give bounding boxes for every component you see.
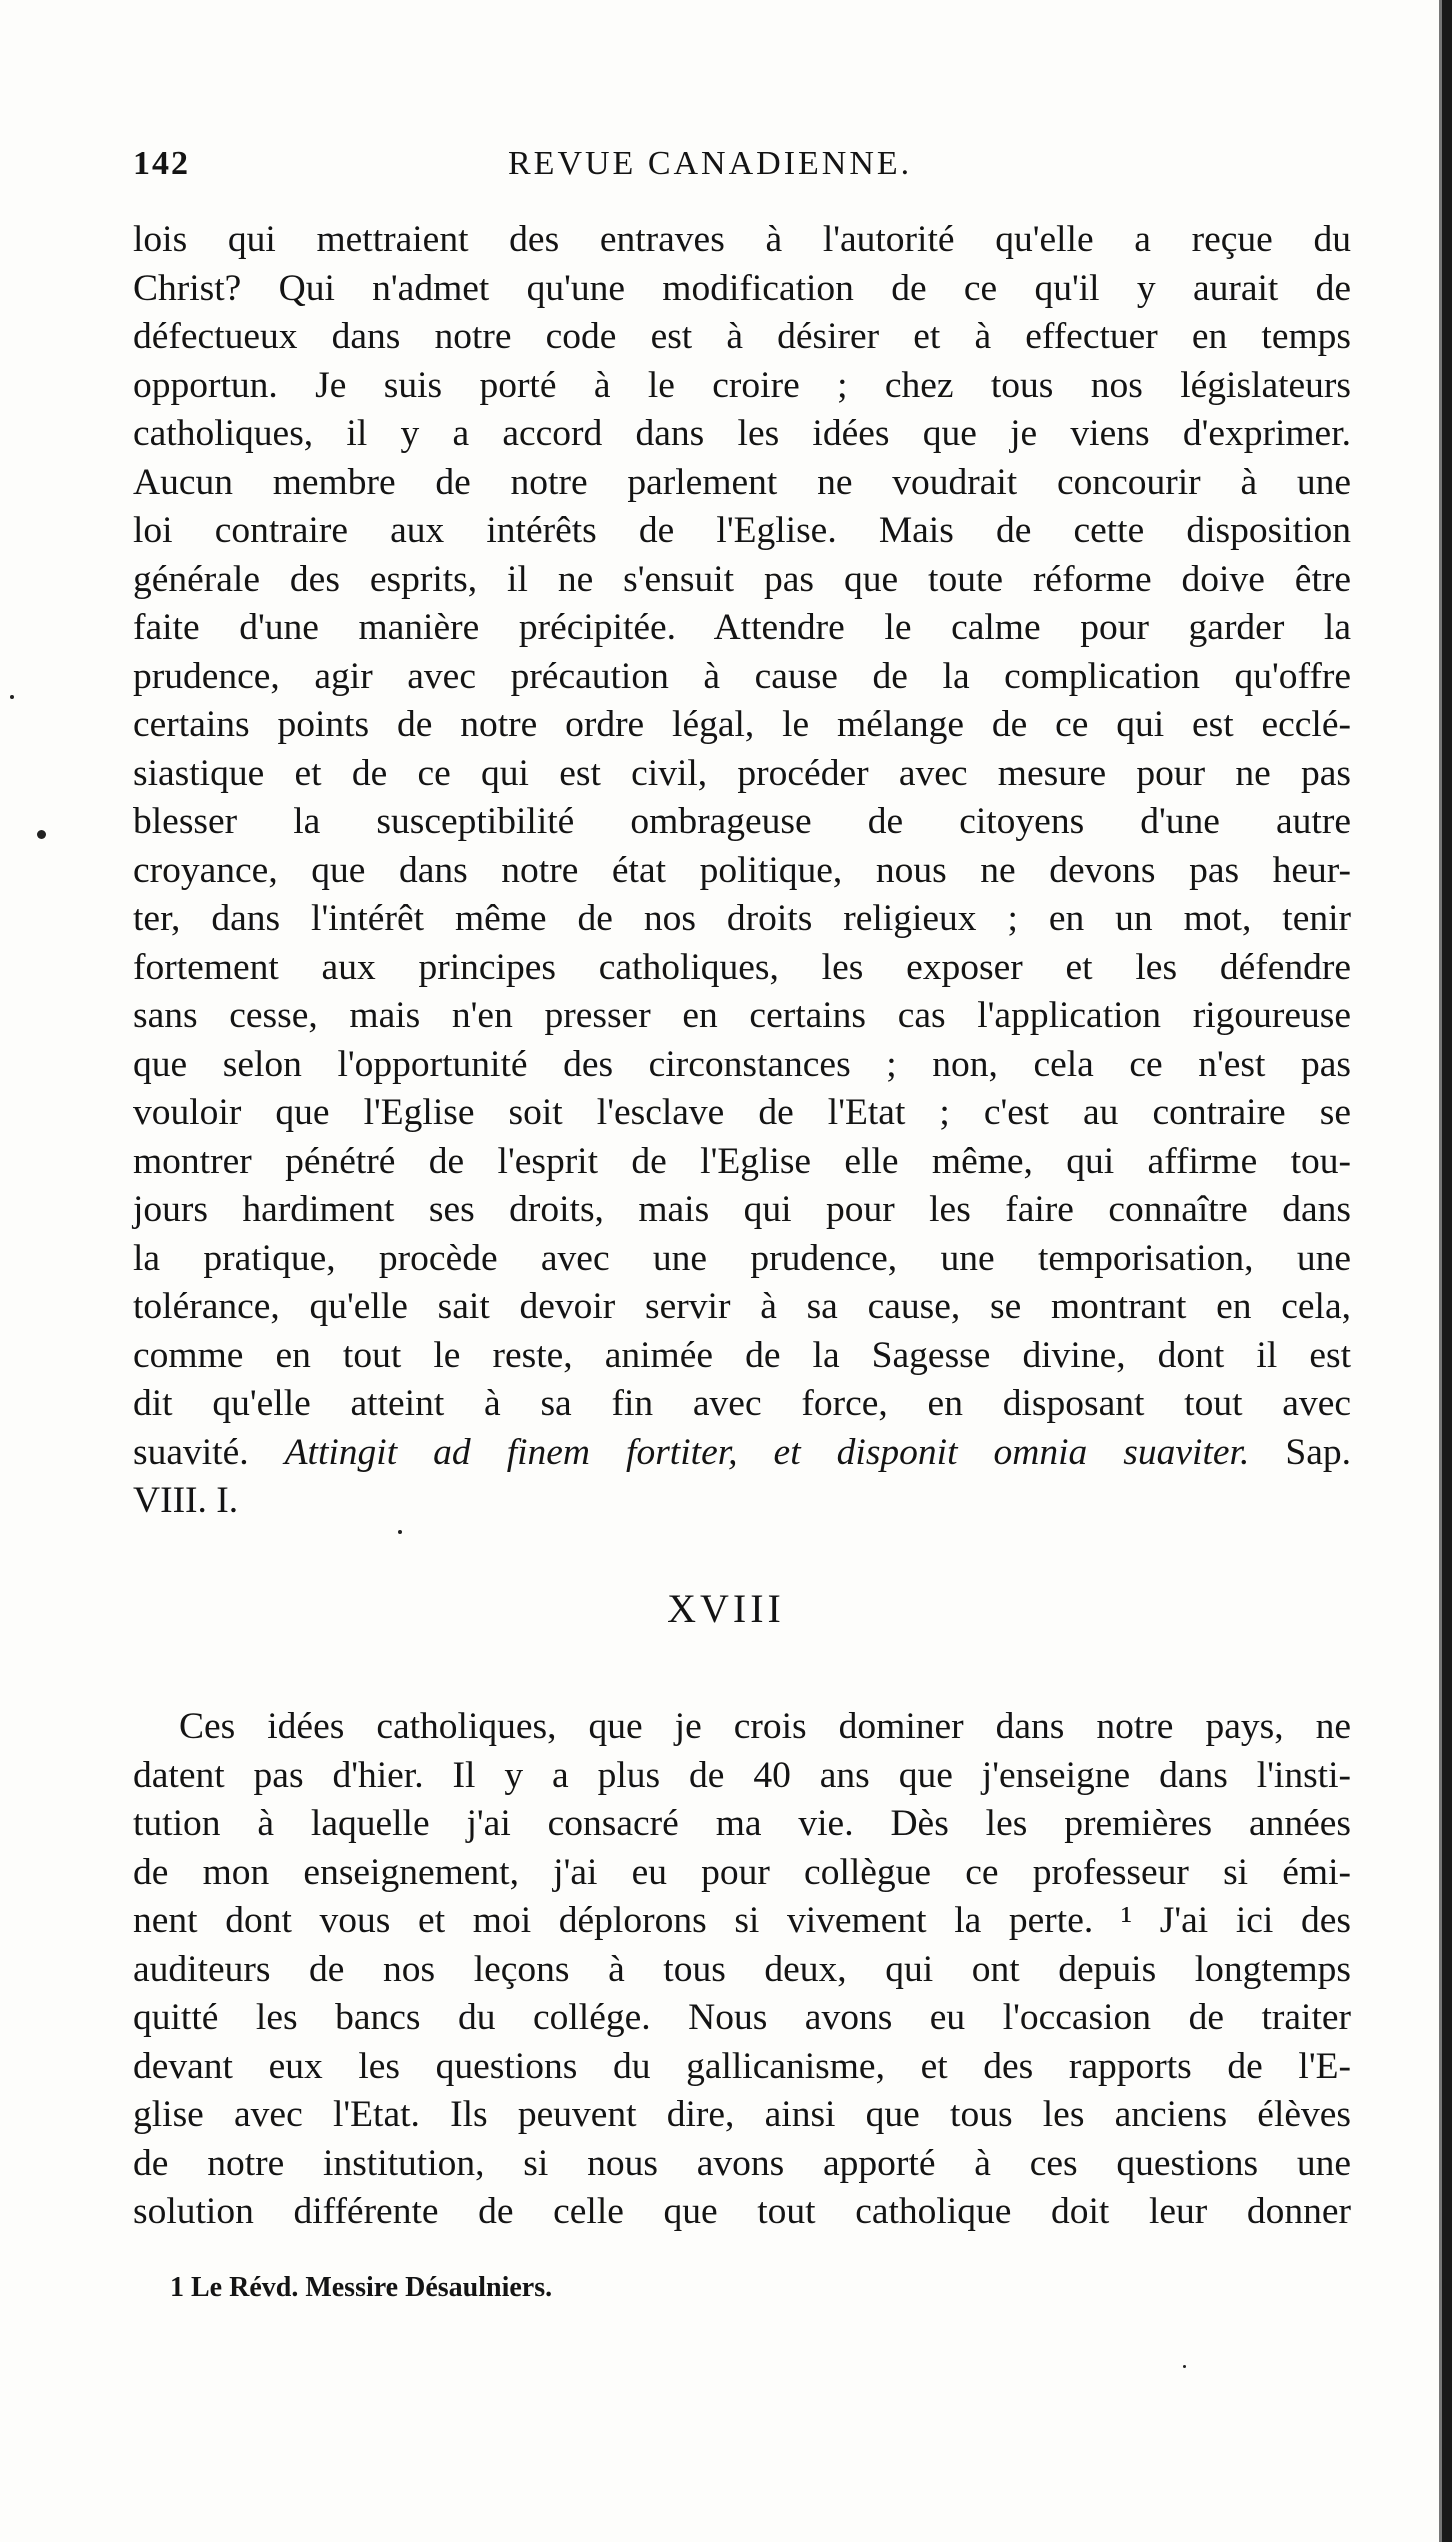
text-line: tolérance, qu'elle sait devoir servir à sa cause, se montrant en cela, — [133, 1286, 1351, 1327]
text-line: loi contraire aux intérêts de l'Eglise. Mais de cette disposition — [133, 510, 1351, 551]
text-line: auditeurs de nos leçons à tous deux, qui ont depuis longtemps — [133, 1948, 1351, 1990]
ink-speck — [398, 1530, 402, 1534]
text-line: datent pas d'hier. Il y a plus de 40 ans que j'enseigne dans l'insti- — [133, 1754, 1351, 1796]
text-line: siastique et de ce qui est civil, procéder avec mesure pour ne pas — [133, 752, 1351, 794]
text-line: VIII. I. — [133, 1480, 239, 1521]
journal-title: REVUE CANADIENNE. — [508, 145, 913, 182]
text-line: comme en tout le reste, animée de la Sagesse divine, dont il est — [133, 1334, 1351, 1376]
text-line: nent dont vous et moi déplorons si vivement la perte. ¹ J'ai ici des — [133, 1900, 1351, 1941]
running-head — [133, 145, 1353, 195]
text-line: Christ? Qui n'admet qu'une modification de ce qu'il y aurait de — [133, 267, 1351, 309]
ink-speck — [1183, 2365, 1186, 2368]
section-heading: XVIII — [667, 1586, 785, 1631]
text-line: glise avec l'Etat. Ils peuvent dire, ainsi que tous les anciens élèves — [133, 2094, 1351, 2135]
line-start: suavité. — [133, 1431, 249, 1473]
text-line: sans cesse, mais n'en presser en certains cas l'application rigoureuse — [133, 995, 1351, 1036]
ink-speck — [10, 695, 14, 699]
text-line: prudence, agir avec précaution à cause de la complication qu'offre — [133, 655, 1351, 697]
text-line: Aucun membre de notre parlement ne voudrait concourir à une — [133, 461, 1351, 503]
text-line: devant eux les questions du gallicanisme, et des rapports de l'E- — [133, 2045, 1351, 2087]
text-line: solution différente de celle que tout catholique doit leur donner — [133, 2191, 1351, 2232]
text-line: quitté les bancs du collége. Nous avons eu l'occasion de traiter — [133, 1997, 1351, 2038]
page-edge-border — [1442, 0, 1452, 2542]
text-line: certains points de notre ordre légal, le mélange de ce qui est ecclé- — [133, 704, 1351, 745]
ink-speck — [37, 830, 46, 839]
text-line: la pratique, procède avec une prudence, une temporisation, une — [133, 1237, 1351, 1279]
text-line: blesser la susceptibilité ombrageuse de citoyens d'une autre — [133, 801, 1351, 842]
page-number: 142 — [133, 145, 190, 182]
text-line: dit qu'elle atteint à sa fin avec force, en disposant tout avec — [133, 1383, 1351, 1424]
paragraph-1 — [133, 216, 1351, 1526]
text-line: lois qui mettraient des entraves à l'autorité qu'elle a reçue du — [133, 219, 1351, 260]
text-line: fortement aux principes catholiques, les exposer et les défendre — [133, 946, 1351, 988]
text-line: de mon enseignement, j'ai eu pour collègue ce professeur si émi- — [133, 1851, 1351, 1893]
text-line: générale des esprits, il ne s'ensuit pas que toute réforme doive être — [133, 558, 1351, 600]
latin-quote: Attingit ad finem fortiter, et disponit omnia suaviter. — [284, 1431, 1250, 1473]
text-line: tution à laquelle j'ai consacré ma vie. Dès les premières années — [133, 1803, 1351, 1844]
text-line: catholiques, il y a accord dans les idées que je viens d'exprimer. — [133, 413, 1351, 454]
text-line: jours hardiment ses droits, mais qui pour les faire connaître dans — [133, 1189, 1351, 1230]
text-line: croyance, que dans notre état politique, nous ne devons pas heur- — [133, 849, 1351, 891]
text-line: vouloir que l'Eglise soit l'esclave de l'Etat ; c'est au contraire se — [133, 1092, 1351, 1133]
text-line: faite d'une manière précipitée. Attendre le calme pour garder la — [133, 607, 1351, 648]
text-line: de notre institution, si nous avons apporté à ces questions une — [133, 2142, 1351, 2184]
scripture-reference: Sap. — [1285, 1431, 1351, 1473]
paragraph-2 — [133, 1703, 1351, 2237]
text-line: opportun. Je suis porté à le croire ; chez tous nos législateurs — [133, 364, 1351, 406]
text-line-with-quote — [133, 1429, 1351, 1478]
footnote: 1 Le Révd. Messire Désaulniers. — [170, 2272, 553, 2303]
text-line: Ces idées catholiques, que je crois dominer dans notre pays, ne — [179, 1706, 1351, 1747]
text-line: ter, dans l'intérêt même de nos droits religieux ; en un mot, tenir — [133, 898, 1351, 939]
text-line: défectueux dans notre code est à désirer et à effectuer en temps — [133, 316, 1351, 357]
text-line: montrer pénétré de l'esprit de l'Eglise elle même, qui affirme tou- — [133, 1140, 1351, 1182]
text-line: que selon l'opportunité des circonstances ; non, cela ce n'est pas — [133, 1043, 1351, 1085]
